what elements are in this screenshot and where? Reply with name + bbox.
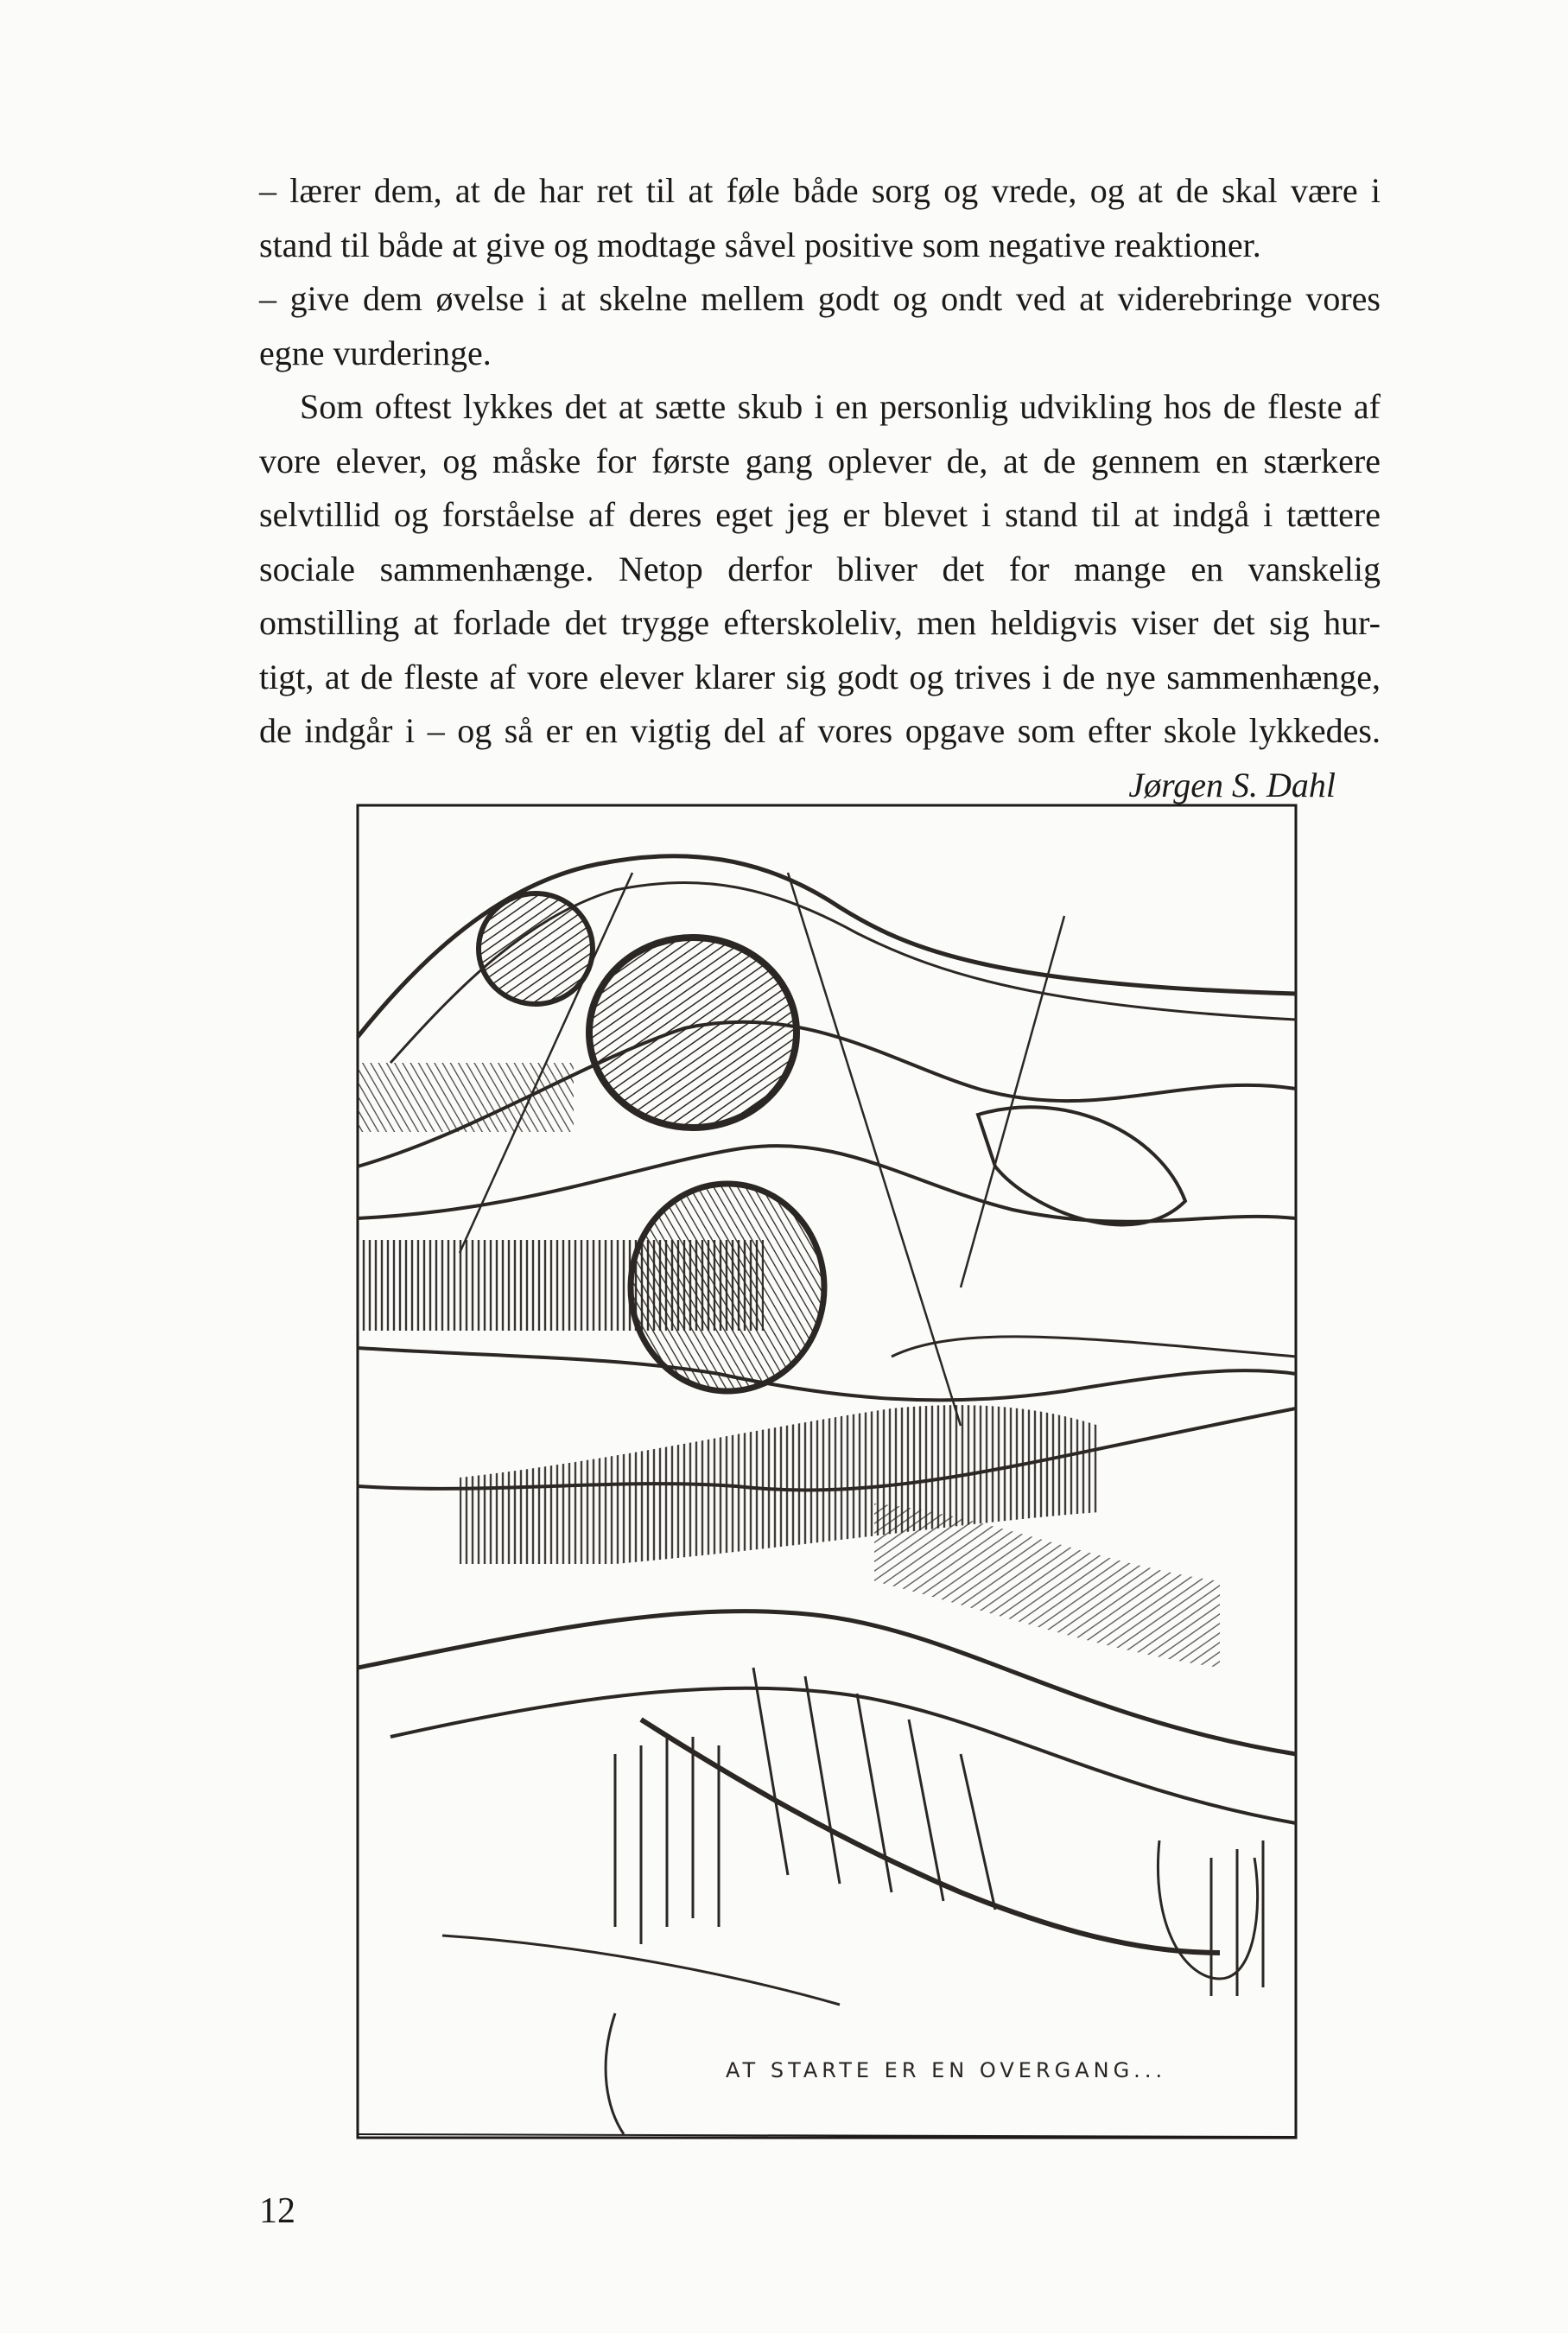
text-line: – give dem øvelse i at skelne mellem godt og ondt ved at viderebringe vores bbox=[259, 279, 1381, 318]
page-number: 12 bbox=[259, 2191, 295, 2231]
text-line: – lærer dem, at de har ret til at føle både sorg og vrede, og at de skal være i bbox=[259, 171, 1381, 210]
sketch-drawing bbox=[356, 804, 1298, 2139]
text-line: omstilling at forlade det trygge efterskoleliv, men heldigvis viser det sig hur- bbox=[259, 603, 1381, 642]
text-line: vore elever, og måske for første gang oplever de, at de gennem en stærkere bbox=[259, 441, 1381, 480]
text-line: egne vurderinge. bbox=[259, 333, 492, 372]
text-line: stand til både at give og modtage såvel positive som negative reaktioner. bbox=[259, 225, 1261, 264]
text-line: tigt, at de fleste af vore elever klarer sig godt og trives i de nye sammenhænge, bbox=[259, 657, 1381, 696]
text-line: selvtillid og forståelse af deres eget jeg er blevet i stand til at indgå i tættere bbox=[259, 495, 1381, 534]
text-line: sociale sammenhænge. Netop derfor bliver det for mange en vanskelig bbox=[259, 549, 1381, 588]
sketch-illustration bbox=[356, 804, 1298, 2139]
body-text bbox=[259, 164, 1381, 812]
text-line: Som oftest lykkes det at sætte skub i en personlig udvikling hos de fleste af bbox=[300, 387, 1381, 426]
text-line: de indgår i – og så er en vigtig del af vores opgave som efter skole lykkedes. bbox=[259, 711, 1381, 750]
author-signature: Jørgen S. Dahl bbox=[1128, 765, 1336, 804]
illustration-caption: AT STARTE ER EN OVERGANG... bbox=[726, 2058, 1167, 2082]
